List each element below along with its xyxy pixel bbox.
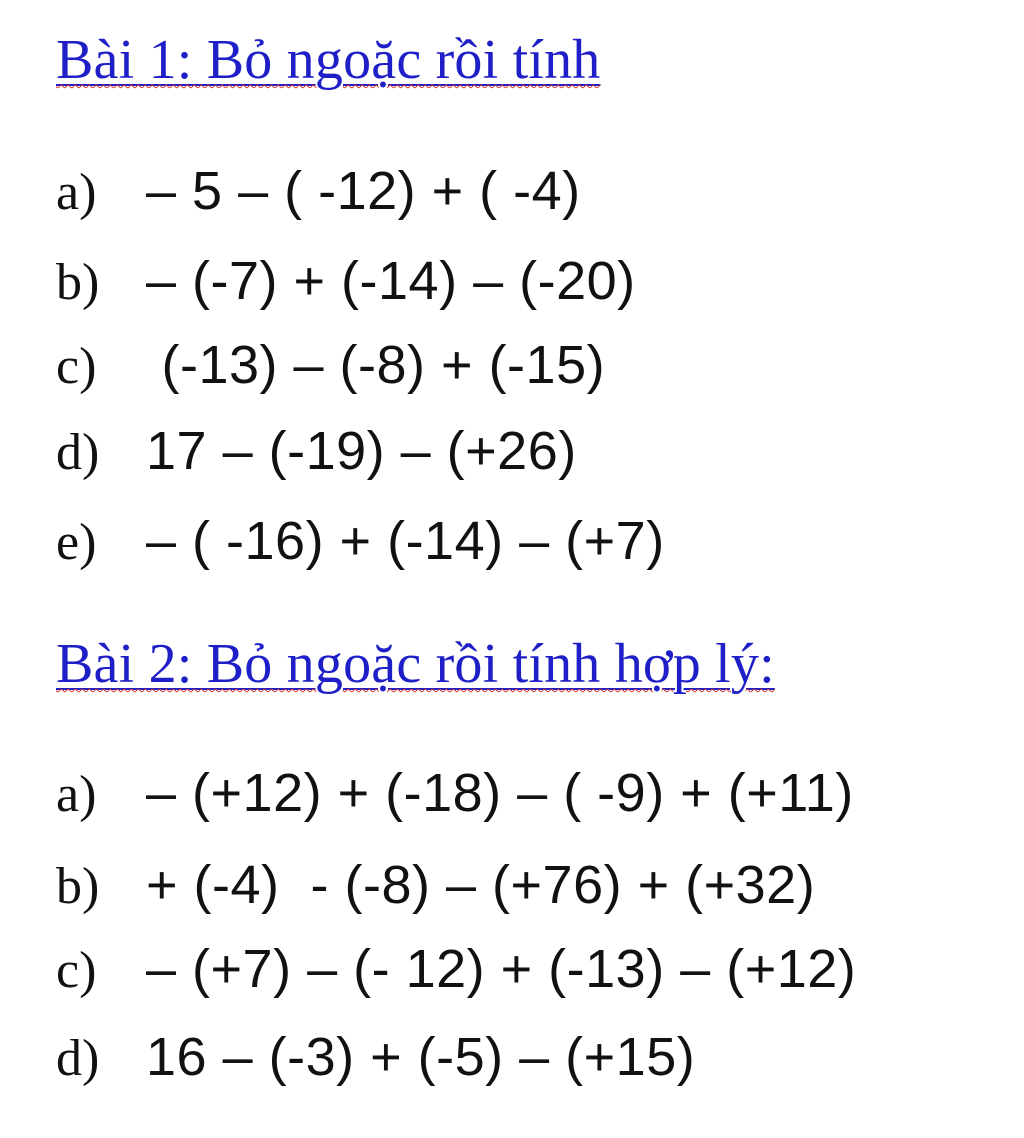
item-expression: – (+7) – (- 12) + (-13) – (+12) xyxy=(146,939,857,999)
exercise-1-item-a xyxy=(56,156,581,226)
item-expression: + (-4) - (-8) – (+76) + (+32) xyxy=(146,855,816,915)
exercise-2-item-a xyxy=(56,758,854,828)
exercise-1-item-d xyxy=(56,416,577,486)
exercise-1-item-c xyxy=(56,330,605,400)
item-expression: 17 – (-19) – (+26) xyxy=(146,421,577,481)
exercise-1-item-e xyxy=(56,506,665,576)
item-label: a) xyxy=(56,766,97,823)
item-expression: 16 – (-3) + (-5) – (+15) xyxy=(146,1027,696,1087)
item-expression: – (-7) + (-14) – (-20) xyxy=(146,251,636,311)
item-label: e) xyxy=(56,514,97,571)
item-label: c) xyxy=(56,942,97,999)
item-label: b) xyxy=(56,254,100,311)
exercise-1-heading xyxy=(56,28,601,92)
exercise-1-title: Bài 1: Bỏ ngoặc rồi tính xyxy=(56,29,601,91)
exercise-2-heading xyxy=(56,632,775,696)
item-expression: (-13) – (-8) + (-15) xyxy=(146,335,606,395)
exercise-2-item-c xyxy=(56,934,856,1004)
item-label: c) xyxy=(56,338,97,395)
item-label: b) xyxy=(56,858,100,915)
exercise-2-item-b xyxy=(56,850,815,920)
item-expression: – (+12) + (-18) – ( -9) + (+11) xyxy=(146,763,854,823)
item-label: d) xyxy=(56,424,100,481)
item-expression: – 5 – ( -12) + ( -4) xyxy=(146,161,581,221)
item-expression: – ( -16) + (-14) – (+7) xyxy=(146,511,665,571)
item-label: a) xyxy=(56,164,97,221)
exercise-2-item-d xyxy=(56,1022,695,1092)
exercise-2-title: Bài 2: Bỏ ngoặc rồi tính hợp lý: xyxy=(56,633,775,695)
exercise-1-item-b xyxy=(56,246,636,316)
item-label: d) xyxy=(56,1030,100,1087)
